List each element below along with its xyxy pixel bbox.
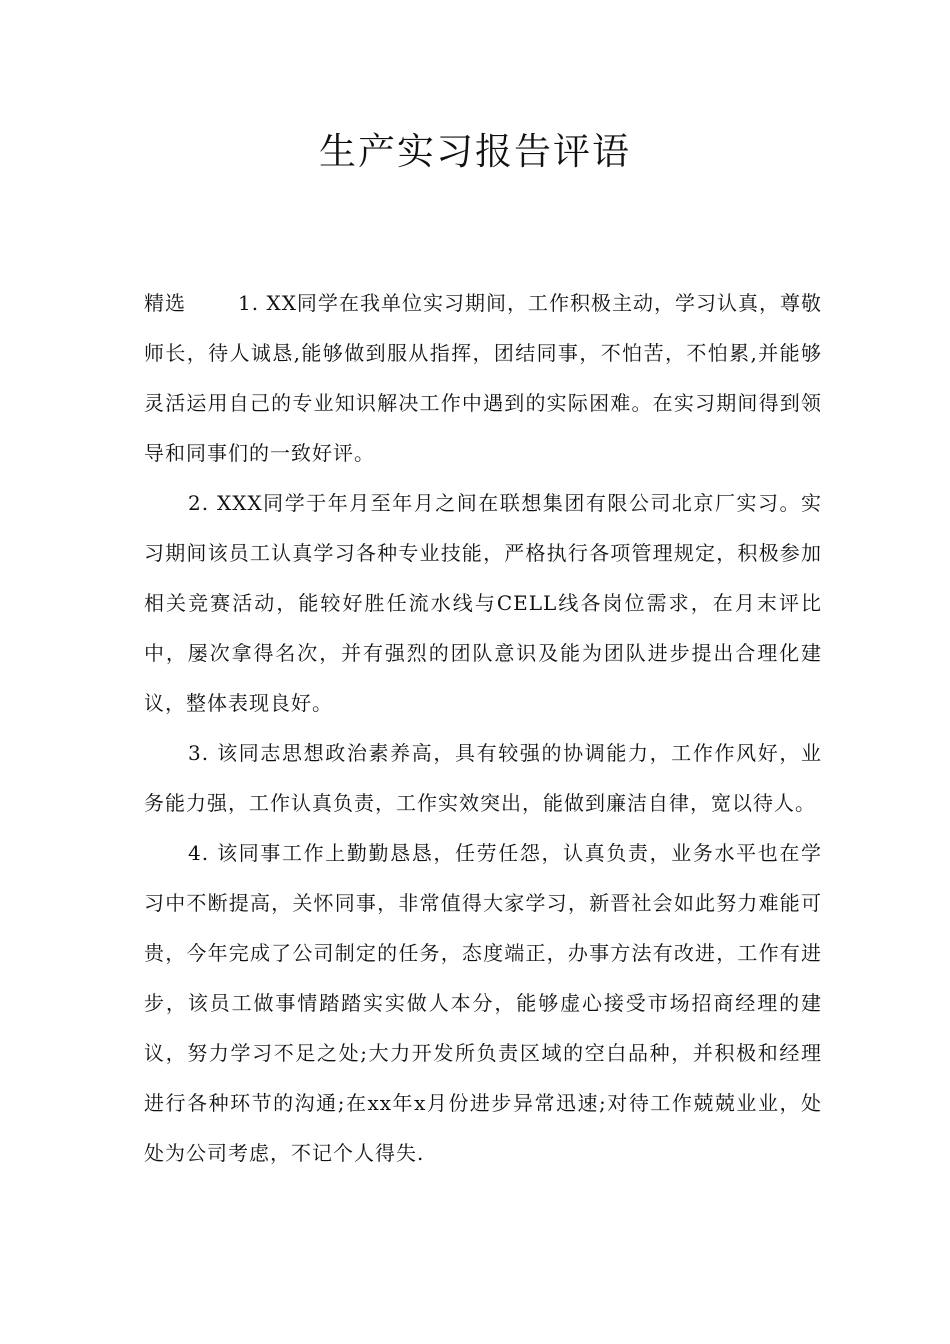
paragraph-1-text: 1. XX同学在我单位实习期间，工作积极主动，学习认真，尊敬师长，待人诚恳,能够做到服从指挥，团结同事，不怕苦，不怕累,并能够灵活运用自己的专业知识解决工作中遇到的实际困难。在实习期间得到领导和同事们的一致好评。: [144, 291, 823, 465]
paragraph-1: [144, 278, 822, 478]
paragraph-3: 3. 该同志思想政治素养高，具有较强的协调能力，工作作风好，业务能力强，工作认真负责，工作实效突出，能做到廉洁自律，宽以待人。: [144, 741, 822, 815]
document-title: 生产实习报告评语: [319, 130, 631, 173]
paragraph-2: 2. XXX同学于年月至年月之间在联想集团有限公司北京厂实习。实习期间该员工认真学习各种专业技能，严格执行各项管理规定，积极参加相关竞赛活动，能较好胜任流水线与CELL线各岗位需求，在月末评比中，屡次拿得名次，并有强烈的团队意识及能为团队进步提出合理化建议，整体表现良好。: [144, 491, 822, 715]
paragraph-4: 4. 该同事工作上勤勤恳恳，任劳任怨，认真负责，业务水平也在学习中不断提高，关怀同事，非常值得大家学习，新晋社会如此努力难能可贵，今年完成了公司制定的任务，态度端正，办事方法有改进，工作有进步，该员工做事情踏踏实实做人本分，能够虚心接受市场招商经理的建议，努力学习不足之处;大力开发所负责区域的空白品种，并积极和经理进行各种环节的沟通;在xx年x月份进步异常迅速;对待工作兢兢业业，处处为公司考虑，不记个人得失.: [144, 841, 822, 1165]
document-body: [144, 278, 822, 1178]
lead-label: 精选: [144, 291, 187, 315]
